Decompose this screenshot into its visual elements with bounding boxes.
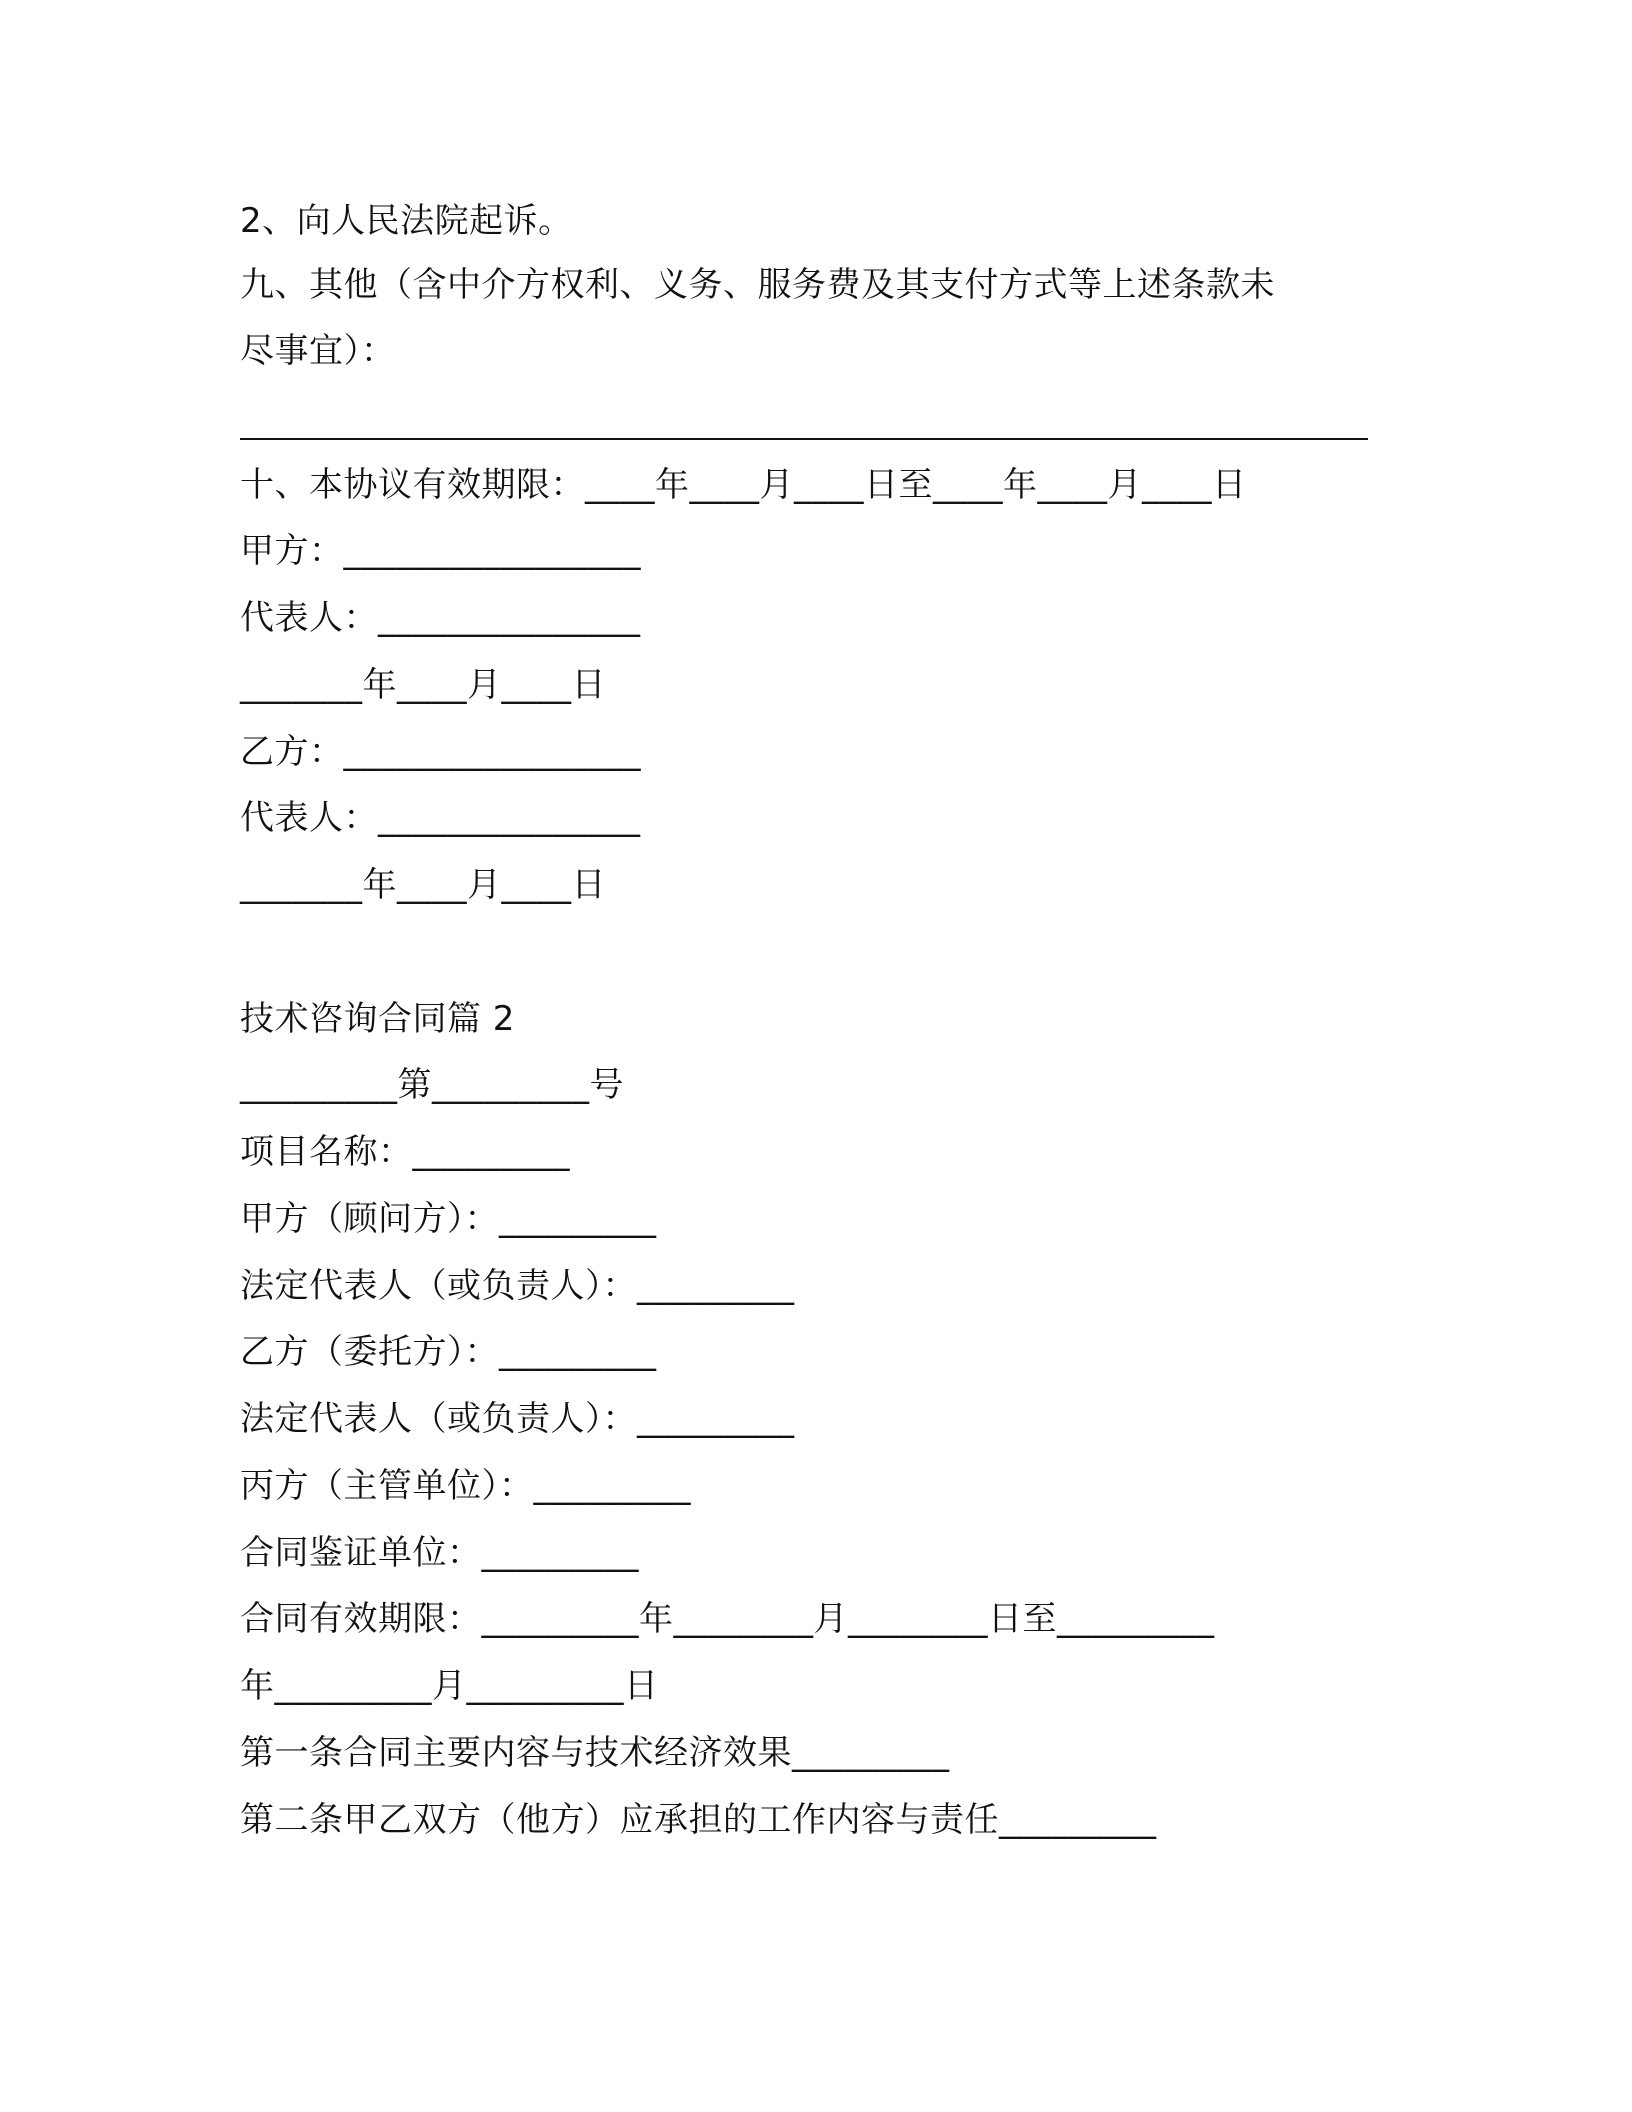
text-line: 2、向人民法院起诉。 <box>240 201 573 241</box>
text-line: 代表人：_______________ <box>240 798 641 838</box>
text-line: 年_________月_________日 <box>240 1666 659 1706</box>
text-line: 乙方：_________________ <box>240 732 641 772</box>
text-line: 合同鉴证单位：_________ <box>240 1533 639 1573</box>
text-line: _______年____月____日 <box>240 665 606 705</box>
text-line: 法定代表人（或负责人）：_________ <box>240 1266 795 1306</box>
text-line: 九、其他（含中介方权利、义务、服务费及其支付方式等上述条款未 <box>240 265 1275 305</box>
text-line: 十、本协议有效期限：____年____月____日至____年____月____日 <box>240 465 1247 505</box>
text-line: 合同有效期限：_________年________月________日至_________ <box>240 1599 1215 1639</box>
text-line: 第一条合同主要内容与技术经济效果_________ <box>240 1733 950 1773</box>
text-line: 甲方：_________________ <box>240 531 641 571</box>
text-line: 丙方（主管单位）：_________ <box>240 1466 691 1506</box>
text-line: 法定代表人（或负责人）：_________ <box>240 1399 795 1439</box>
blank-fill-rule <box>240 438 1368 440</box>
text-line: _________第_________号 <box>240 1065 624 1105</box>
text-line: 项目名称：_________ <box>240 1132 570 1172</box>
text-line: 甲方（顾问方）：_________ <box>240 1199 657 1239</box>
text-line: 代表人：_______________ <box>240 598 641 638</box>
text-line: 乙方（委托方）：_________ <box>240 1332 657 1372</box>
text-line: 第二条甲乙双方（他方）应承担的工作内容与责任_________ <box>240 1800 1157 1840</box>
section-heading: 技术咨询合同篇 2 <box>240 999 515 1039</box>
text-line: _______年____月____日 <box>240 865 606 905</box>
text-line: 尽事宜）： <box>240 331 396 371</box>
